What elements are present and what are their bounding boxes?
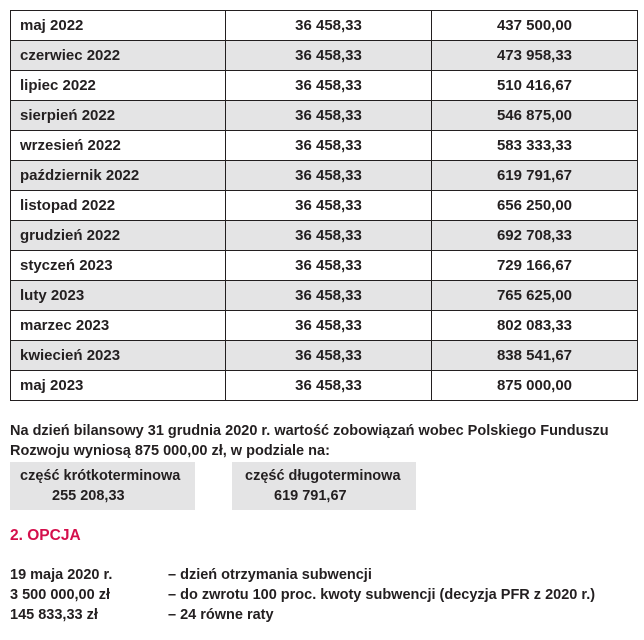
table-row (11, 311, 638, 341)
month-cell: luty 2023 (11, 281, 226, 311)
short-term-label: część krótkoterminowa (20, 468, 181, 484)
detail-desc: – 24 równe raty (168, 607, 274, 623)
summary-line-2: Rozwoju wyniosą 875 000,00 zł, w podziale na: (10, 443, 330, 459)
month-cell: październik 2022 (11, 161, 226, 191)
installment-cell: 36 458,33 (226, 11, 432, 41)
table-row (11, 11, 638, 41)
balance-summary (10, 421, 640, 461)
cumulative-cell: 546 875,00 (432, 101, 638, 131)
installment-cell: 36 458,33 (226, 251, 432, 281)
detail-key: 19 maja 2020 r. (10, 567, 113, 583)
long-term-label: część długoterminowa (245, 468, 401, 484)
table-row (11, 161, 638, 191)
month-cell: listopad 2022 (11, 191, 226, 221)
repayment-schedule-body (11, 11, 638, 401)
option-details (10, 565, 640, 625)
table-row (11, 341, 638, 371)
table-row (11, 71, 638, 101)
detail-desc: – dzień otrzymania subwencji (168, 567, 372, 583)
short-term-value: 255 208,33 (52, 488, 125, 504)
cumulative-cell: 765 625,00 (432, 281, 638, 311)
installment-cell: 36 458,33 (226, 41, 432, 71)
detail-desc: – do zwrotu 100 proc. kwoty subwencji (decyzja PFR z 2020 r.) (168, 587, 596, 603)
month-cell: maj 2022 (11, 11, 226, 41)
cumulative-cell: 875 000,00 (432, 371, 638, 401)
month-cell: maj 2023 (11, 371, 226, 401)
installment-cell: 36 458,33 (226, 311, 432, 341)
month-cell: czerwiec 2022 (11, 41, 226, 71)
repayment-schedule-table (10, 10, 638, 401)
month-cell: styczeń 2023 (11, 251, 226, 281)
detail-key: 145 833,33 zł (10, 607, 98, 623)
table-row (11, 41, 638, 71)
table-row (11, 371, 638, 401)
table-row (11, 221, 638, 251)
month-cell: wrzesień 2022 (11, 131, 226, 161)
month-cell: kwiecień 2023 (11, 341, 226, 371)
detail-row (10, 605, 640, 625)
detail-row (10, 565, 640, 585)
installment-cell: 36 458,33 (226, 341, 432, 371)
table-row (11, 131, 638, 161)
cumulative-cell: 729 166,67 (432, 251, 638, 281)
installment-cell: 36 458,33 (226, 161, 432, 191)
installment-cell: 36 458,33 (226, 71, 432, 101)
summary-line-1: Na dzień bilansowy 31 grudnia 2020 r. wartość zobowiązań wobec Polskiego Funduszu (10, 423, 609, 439)
installment-cell: 36 458,33 (226, 101, 432, 131)
month-cell: marzec 2023 (11, 311, 226, 341)
detail-key: 3 500 000,00 zł (10, 587, 110, 603)
table-row (11, 251, 638, 281)
table-row (11, 281, 638, 311)
cumulative-cell: 802 083,33 (432, 311, 638, 341)
installment-cell: 36 458,33 (226, 281, 432, 311)
long-term-box (232, 462, 416, 510)
cumulative-cell: 838 541,67 (432, 341, 638, 371)
option-title: 2. OPCJA (10, 527, 81, 544)
cumulative-cell: 510 416,67 (432, 71, 638, 101)
installment-cell: 36 458,33 (226, 221, 432, 251)
month-cell: grudzień 2022 (11, 221, 226, 251)
cumulative-cell: 619 791,67 (432, 161, 638, 191)
cumulative-cell: 437 500,00 (432, 11, 638, 41)
month-cell: sierpień 2022 (11, 101, 226, 131)
installment-cell: 36 458,33 (226, 371, 432, 401)
cumulative-cell: 473 958,33 (432, 41, 638, 71)
cumulative-cell: 656 250,00 (432, 191, 638, 221)
short-term-box (10, 462, 195, 510)
detail-row (10, 585, 640, 605)
installment-cell: 36 458,33 (226, 131, 432, 161)
long-term-value: 619 791,67 (274, 488, 347, 504)
cumulative-cell: 583 333,33 (432, 131, 638, 161)
table-row (11, 191, 638, 221)
cumulative-cell: 692 708,33 (432, 221, 638, 251)
table-row (11, 101, 638, 131)
month-cell: lipiec 2022 (11, 71, 226, 101)
installment-cell: 36 458,33 (226, 191, 432, 221)
